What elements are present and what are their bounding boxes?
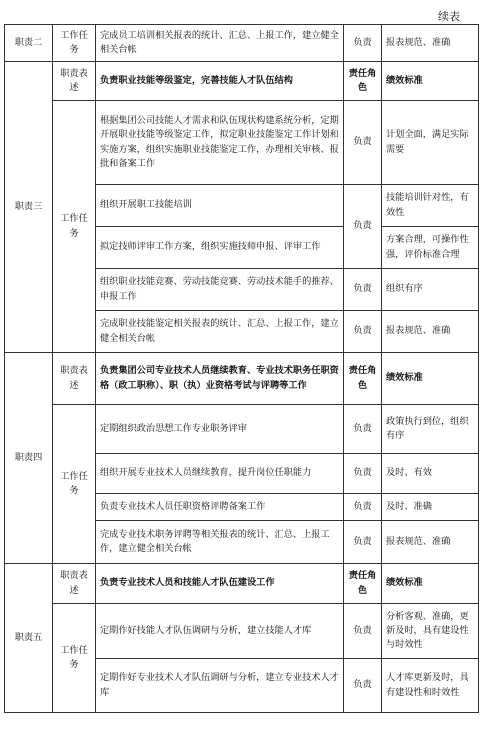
role-cell: 负责: [344, 494, 382, 521]
role-cell: 负责: [344, 311, 382, 353]
task-cell: 组织职业技能竞赛、劳动技能竞赛、劳动技术能手的推荐、申报工作: [96, 269, 344, 311]
table-row: [5, 62, 479, 101]
duty-cell: 职责二: [5, 25, 53, 62]
standard-cell: 及时、有效: [382, 454, 479, 494]
standard-cell: 报表规范、准确: [382, 311, 479, 353]
task-cell: 组织开展专业技术人员继续教育，提升岗位任职能力: [96, 454, 344, 494]
sub-label: 工作任务: [53, 405, 96, 564]
role-cell: 负责: [344, 604, 382, 659]
standard-cell: 计划全面，满足实际需要: [382, 101, 479, 185]
role-cell: 负责: [344, 185, 382, 269]
table-row: [5, 604, 479, 659]
task-cell: 根据集团公司技能人才需求和队伍现状构建系统分析，定期开展职业技能等级鉴定工作，拟定职业技能鉴定工作计划和实施方案，组织实施职业技能鉴定工作，办理相关审核、报批和备案工作: [96, 101, 344, 185]
standard-cell: 组织有序: [382, 269, 479, 311]
task-cell: 拟定技师评审工作方案，组织实施技师申报、评审工作: [96, 227, 344, 269]
duty-table: [4, 24, 479, 713]
duty-cell: 职责五: [5, 564, 53, 713]
sub-label: 职责表述: [53, 62, 96, 101]
standard-header: 绩效标准: [382, 62, 479, 101]
standard-cell: 报表规范、准确: [382, 25, 479, 62]
duty-description: 负责专业技术人员和技能人才队伍建设工作: [96, 564, 344, 604]
sub-label: 工作任务: [53, 101, 96, 353]
sub-label: 职责表述: [53, 353, 96, 405]
task-cell: 定期作好专业技术人才队伍调研与分析，建立专业技术人才库: [96, 659, 344, 713]
role-cell: 负责: [344, 405, 382, 454]
table-row: [5, 25, 479, 62]
standard-cell: 技能培训针对性，有效性: [382, 185, 479, 227]
role-cell: 负责: [344, 659, 382, 713]
table-row: [5, 405, 479, 454]
role-cell: 负责: [344, 101, 382, 185]
duty-description: 负责职业技能等级鉴定，完善技能人才队伍结构: [96, 62, 344, 101]
standard-cell: 方案合理，可操作性强，评价标准合理: [382, 227, 479, 269]
task-cell: 定期组织政治思想工作专业职务评审: [96, 405, 344, 454]
role-cell: 负责: [344, 269, 382, 311]
duty-cell: 职责四: [5, 353, 53, 564]
standard-header: 绩效标准: [382, 353, 479, 405]
role-header: 责任角色: [344, 353, 382, 405]
duty-cell: 职责三: [5, 62, 53, 353]
task-cell: 完成员工培训相关报表的统计、汇总、上报工作，建立健全相关台帐: [96, 25, 344, 62]
sub-label: 工作任务: [53, 604, 96, 713]
table-row: [5, 101, 479, 185]
role-header: 责任角色: [344, 62, 382, 101]
task-cell: 定期作好技能人才队伍调研与分析，建立技能人才库: [96, 604, 344, 659]
task-cell: 负责专业技术人员任职资格评聘备案工作: [96, 494, 344, 521]
duty-description: 负责集团公司专业技术人员继续教育、专业技术职务任职资格（政工职称）、职（执）业资格考试与评聘等工作: [96, 353, 344, 405]
role-header: 责任角色: [344, 564, 382, 604]
table-row: [5, 353, 479, 405]
standard-cell: 报表规范、准确: [382, 521, 479, 564]
standard-header: 绩效标准: [382, 564, 479, 604]
role-cell: 负责: [344, 521, 382, 564]
task-cell: 完成专业技术职务评聘等相关报表的统计、汇总、上报工作，建立健全相关台帐: [96, 521, 344, 564]
standard-cell: 分析客观、准确，更新及时，具有建设性与时效性: [382, 604, 479, 659]
sub-label: 工作任务: [53, 25, 96, 62]
task-cell: 组织开展职工技能培训: [96, 185, 344, 227]
sub-label: 职责表述: [53, 564, 96, 604]
continued-label: 续表: [438, 10, 460, 23]
table-row: [5, 564, 479, 604]
role-cell: 负责: [344, 454, 382, 494]
task-cell: 完成职业技能鉴定相关报表的统计、汇总、上报工作，建立健全相关台帐: [96, 311, 344, 353]
standard-cell: 人才库更新及时，具有建设性和时效性: [382, 659, 479, 713]
standard-cell: 政策执行到位，组织有序: [382, 405, 479, 454]
role-cell: 负责: [344, 25, 382, 62]
standard-cell: 及时、准确: [382, 494, 479, 521]
